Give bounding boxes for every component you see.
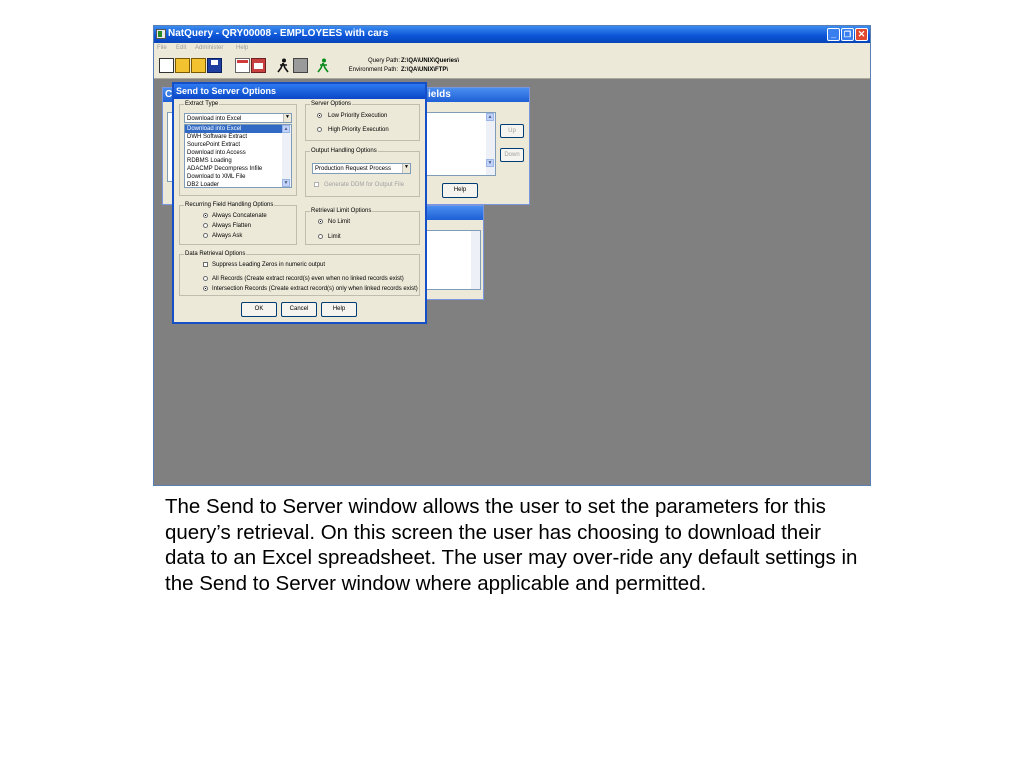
save-icon[interactable]: [207, 58, 222, 73]
always-concatenate-label[interactable]: Always Concatenate: [212, 213, 267, 219]
gear-icon[interactable]: [293, 58, 308, 73]
dropdown-arrow-icon[interactable]: ▼: [283, 114, 291, 122]
down-button[interactable]: Down: [500, 148, 524, 162]
table-icon[interactable]: [235, 58, 250, 73]
send-to-server-dialog: [172, 82, 427, 324]
fields-list[interactable]: [426, 112, 496, 176]
up-button[interactable]: Up: [500, 124, 524, 138]
app-title: NatQuery - QRY00008 - EMPLOYEES with cars: [168, 28, 389, 39]
extract-option[interactable]: DWH Software Extract: [187, 134, 248, 140]
recurring-group: [179, 202, 297, 245]
extract-option[interactable]: Download to XML File: [187, 174, 246, 180]
server-options-label: Server Options: [311, 101, 352, 107]
extract-type-selected: Download into Excel: [187, 116, 242, 122]
output-handling-selected: Production Request Process: [315, 166, 392, 172]
limit-radio[interactable]: [318, 234, 323, 239]
fields-panel-title: ields: [428, 89, 451, 100]
limit-label[interactable]: Limit: [328, 234, 341, 240]
second-panel-list[interactable]: [425, 230, 481, 290]
run-icon[interactable]: [276, 58, 291, 73]
cancel-button[interactable]: Cancel: [281, 302, 317, 317]
generate-ddm-checkbox[interactable]: [314, 182, 319, 187]
extract-type-select[interactable]: [184, 113, 292, 123]
high-priority-radio[interactable]: [317, 127, 322, 132]
menu-help[interactable]: Help: [236, 45, 249, 51]
menubar: [154, 43, 870, 54]
extract-option[interactable]: Download into Excel: [185, 125, 285, 133]
output-handling-label: Output Handling Options: [311, 148, 377, 154]
fields-panel-title-initial: C: [165, 89, 173, 100]
open-folder-icon[interactable]: [191, 58, 206, 73]
dialog-title: Send to Server Options: [176, 86, 277, 96]
new-icon[interactable]: [159, 58, 174, 73]
env-path-label: Environment Path:: [348, 67, 398, 73]
extract-option[interactable]: DB2 Loader: [187, 182, 220, 188]
fields-list-scrollbar[interactable]: [486, 113, 495, 175]
always-ask-label[interactable]: Always Ask: [212, 233, 243, 239]
data-retrieval-group: [179, 251, 420, 296]
suppress-zeros-checkbox[interactable]: [203, 262, 208, 267]
intersection-records-radio[interactable]: [203, 286, 208, 291]
low-priority-radio[interactable]: [317, 113, 322, 118]
all-records-radio[interactable]: [203, 276, 208, 281]
extract-option[interactable]: ADACMP Decompress Infile: [187, 166, 263, 172]
intersection-records-label[interactable]: Intersection Records (Create extract record(s) only when linked records exist): [212, 286, 418, 292]
grid-icon[interactable]: [251, 58, 266, 73]
scroll-down-icon[interactable]: ▼: [283, 180, 289, 186]
retrieval-limit-group: [305, 208, 420, 245]
suppress-zeros-label[interactable]: Suppress Leading Zeros in numeric output: [212, 262, 326, 268]
output-handling-group: [305, 148, 420, 197]
query-path-value: Z:\QA\UNIX\Queries\: [401, 58, 460, 64]
open-icon[interactable]: [175, 58, 190, 73]
restore-icon[interactable]: ❐: [841, 28, 854, 41]
env-path-value: Z:\QA\UNIX\FTP\: [401, 67, 448, 73]
close-icon[interactable]: ✕: [855, 28, 868, 41]
slide-caption: [165, 494, 865, 596]
server-options-group: [305, 101, 420, 141]
always-concatenate-radio[interactable]: [203, 213, 208, 218]
extract-option[interactable]: Download into Access: [187, 150, 246, 156]
extract-type-group: [179, 101, 297, 196]
recurring-label: Recurring Field Handling Options: [185, 202, 274, 208]
menu-file[interactable]: File: [157, 45, 167, 51]
low-priority-label[interactable]: Low Priority Execution: [328, 113, 388, 119]
dialog-titlebar[interactable]: [174, 84, 425, 99]
all-records-label[interactable]: All Records (Create extract record(s) even when no linked records exist): [212, 276, 404, 282]
app-titlebar[interactable]: [154, 26, 870, 43]
extract-type-list[interactable]: [184, 124, 292, 188]
extract-option[interactable]: SourcePoint Extract: [187, 142, 241, 148]
scroll-down-icon[interactable]: ▼: [487, 160, 493, 166]
extract-type-label: Extract Type: [185, 101, 219, 107]
retrieval-limit-label: Retrieval Limit Options: [311, 208, 372, 214]
fields-help-button[interactable]: Help: [442, 183, 478, 198]
send-icon[interactable]: [316, 58, 331, 73]
toolbar: [154, 54, 870, 79]
no-limit-radio[interactable]: [318, 219, 323, 224]
always-flatten-label[interactable]: Always Flatten: [212, 223, 252, 229]
extract-list-scrollbar[interactable]: [282, 125, 291, 187]
caption-text: The Send to Server window allows the user to set the parameters for this query’s retrieval. On this screen the user has choosing to download their data to an Excel spreadsheet. The user may over-ride any default settings in the Send to Server window where applicable and permitted.: [165, 495, 858, 595]
no-limit-label[interactable]: No Limit: [328, 219, 351, 225]
minimize-icon[interactable]: _: [827, 28, 840, 41]
menu-edit[interactable]: Edit: [176, 45, 187, 51]
scroll-up-icon[interactable]: ▲: [283, 126, 289, 132]
ok-button[interactable]: OK: [241, 302, 277, 317]
help-button[interactable]: Help: [321, 302, 357, 317]
generate-ddm-label[interactable]: Generate DDM for Output File: [324, 182, 405, 188]
extract-option[interactable]: RDBMS Loading: [187, 158, 232, 164]
always-ask-radio[interactable]: [203, 233, 208, 238]
scroll-up-icon[interactable]: ▲: [487, 114, 493, 120]
output-handling-select[interactable]: [312, 163, 411, 174]
data-retrieval-label: Data Retrieval Options: [185, 251, 246, 257]
high-priority-label[interactable]: High Priority Execution: [328, 127, 389, 133]
dropdown-arrow-icon[interactable]: ▼: [402, 164, 410, 173]
menu-administer[interactable]: Administer: [195, 45, 224, 51]
app-icon: [156, 29, 166, 39]
second-list-scrollbar[interactable]: [471, 231, 480, 289]
query-path-label: Query Path:: [368, 58, 401, 64]
always-flatten-radio[interactable]: [203, 223, 208, 228]
